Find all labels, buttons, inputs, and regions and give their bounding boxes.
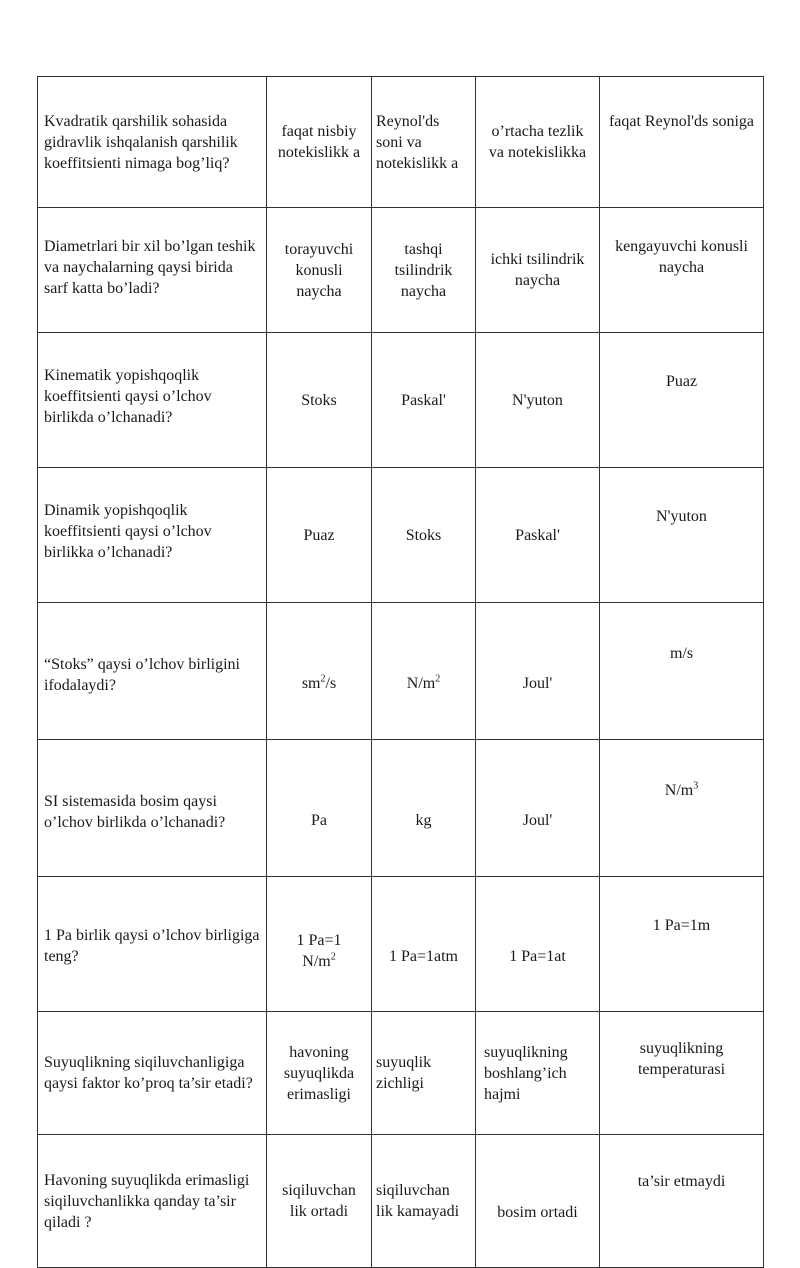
option-d-cell <box>600 740 764 877</box>
question-cell: Kvadratik qarshilik sohasida gidravlik ishqalanish qarshilik koeffitsienti nimaga bog’liq? <box>38 77 267 208</box>
option-c-cell: 1 Pa=1at <box>476 877 600 1012</box>
table-row <box>38 333 764 468</box>
question-cell: “Stoks” qaysi o’lchov birligini ifodalaydi? <box>38 603 267 740</box>
question-cell: Kinematik yopishqoqlik koeffitsienti qaysi o’lchov birlikda o’lchanadi? <box>38 333 267 468</box>
option-exponent: 2 <box>330 951 336 963</box>
option-d-cell: N'yuton <box>600 468 764 603</box>
question-cell: Suyuqlikning siqiluvchanligiga qaysi faktor ko’proq ta’sir etadi? <box>38 1012 267 1135</box>
option-b-cell <box>372 603 476 740</box>
table-row <box>38 208 764 333</box>
option-b-cell: Paskal' <box>372 333 476 468</box>
option-b-cell: 1 Pa=1atm <box>372 877 476 1012</box>
table-row <box>38 77 764 208</box>
option-c-cell: o’rtacha tezlik va notekislikka <box>476 77 600 208</box>
option-exponent: 3 <box>693 780 699 792</box>
table-row <box>38 603 764 740</box>
question-cell: Havoning suyuqlikda erimasligi siqiluvchanlikka qanday ta’sir qiladi ? <box>38 1135 267 1268</box>
option-b-cell: tashqi tsilindrik naycha <box>372 208 476 333</box>
option-a-cell <box>267 877 372 1012</box>
option-a-cell <box>267 603 372 740</box>
table-row <box>38 877 764 1012</box>
option-d-cell: Puaz <box>600 333 764 468</box>
option-b-cell: kg <box>372 740 476 877</box>
table-row <box>38 1135 764 1268</box>
table-row <box>38 1012 764 1135</box>
quiz-table <box>37 76 764 1268</box>
option-b-cell: suyuqlik zichligi <box>372 1012 476 1135</box>
option-d-cell: kengayuvchi konusli naycha <box>600 208 764 333</box>
option-base: N/m <box>406 674 436 692</box>
option-d-cell: m/s <box>600 603 764 740</box>
option-b-cell: Reynol'ds soni va notekislikk a <box>372 77 476 208</box>
question-cell: SI sistemasida bosim qaysi o’lchov birlikda o’lchanadi? <box>38 740 267 877</box>
option-exponent: 2 <box>320 673 326 685</box>
option-c-cell: Joul' <box>476 603 600 740</box>
option-c-cell: suyuqlikning boshlang’ich hajmi <box>476 1012 600 1135</box>
option-c-cell: ichki tsilindrik naycha <box>476 208 600 333</box>
option-base: sm <box>301 674 321 692</box>
option-exponent: 2 <box>435 673 441 685</box>
option-a-cell: siqiluvchan lik ortadi <box>267 1135 372 1268</box>
option-base: N/m <box>302 953 331 970</box>
option-tail: /s <box>325 674 337 692</box>
question-cell: Dinamik yopishqoqlik koeffitsienti qaysi o’lchov birlikka o’lchanadi? <box>38 468 267 603</box>
option-c-cell: Joul' <box>476 740 600 877</box>
option-line1: 1 Pa=1 <box>296 932 342 949</box>
option-c-cell: Paskal' <box>476 468 600 603</box>
option-d-cell: ta’sir etmaydi <box>600 1135 764 1268</box>
option-c-cell: N'yuton <box>476 333 600 468</box>
option-c-cell: bosim ortadi <box>476 1135 600 1268</box>
option-d-cell: faqat Reynol'ds soniga <box>600 77 764 208</box>
option-b-cell: Stoks <box>372 468 476 603</box>
question-cell: Diametrlari bir xil bo’lgan teshik va naychalarning qaysi birida sarf katta bo’ladi? <box>38 208 267 333</box>
option-d-cell: suyuqlikning temperaturasi <box>600 1012 764 1135</box>
option-a-cell: Puaz <box>267 468 372 603</box>
table-row <box>38 468 764 603</box>
option-d-cell: 1 Pa=1m <box>600 877 764 1012</box>
option-a-cell: Stoks <box>267 333 372 468</box>
option-b-cell: siqiluvchan lik kamayadi <box>372 1135 476 1268</box>
question-cell: 1 Pa birlik qaysi o’lchov birligiga teng? <box>38 877 267 1012</box>
option-a-cell: torayuvchi konusli naycha <box>267 208 372 333</box>
option-base: N/m <box>664 782 694 799</box>
option-a-cell: havoning suyuqlikda erimasligi <box>267 1012 372 1135</box>
option-a-cell: faqat nisbiy notekislikk a <box>267 77 372 208</box>
option-a-cell: Pa <box>267 740 372 877</box>
table-row <box>38 740 764 877</box>
